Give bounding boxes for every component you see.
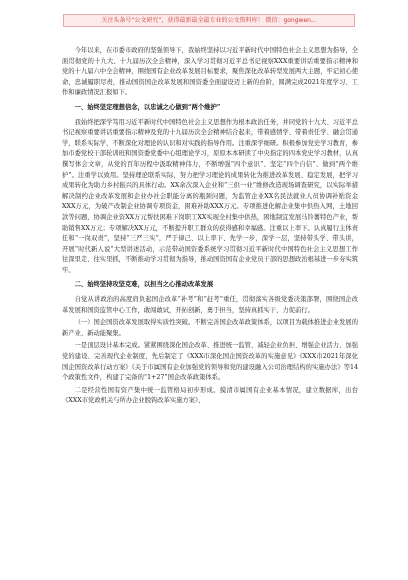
intro-paragraph: 今年以来，在市委市政府的坚强领导下，我始终坚持以习近平新时代中国特色社会主义思想为指导，全面贯彻党的十九大、十九届历次全会精神，深入学习贯彻习近平总书记视察XXX重要讲话重要指示精神和党的十九届六中全会精神，围绕国有企业改革发展目标要求，聚焦深化改革转型发展两大主题，牢记初心使命，忠诚履职尽责，推动国资国企改革发展和国资委全面建设迈上新的台阶，圆满完成2021年度学习、工作和廉政情况汇报如下。 xyxy=(62,47,358,97)
section-2-intro-paragraph: 自觉从讲政治的高度肩负起国企改革“补考”和“赶考”重任，贯彻落实各级党委决策部署，围绕国企改革发展和国资监管中心工作，敢闯敢试，开拓创新，勇于担当，坚持真抓实干，力促前行。 xyxy=(62,296,358,314)
section-heading-2: 二、始终坚持攻坚克难，以担当之心推动改革发展 xyxy=(74,281,214,289)
section-heading-1: 一、始终坚定理想信念，以忠诚之心做到“两个维护” xyxy=(74,103,221,111)
section-1-paragraph: 我始终把深学笃用习近平新时代中国特色社会主义思想作为根本政治任务，并同党的十九大、习近平总书记视察重要讲话重要指示精神及党的十九届历次全会精神结合起来，带着感情学、带着责任学、融会贯通学，联系实际学，不断深化对理论的认识和对实践的指导作用。注重深学细研。积极参加党史学习教育，参加市委党校干部轮训班和国资委党委中心组理论学习，原原本本研读了中央指定的四本党史学习教材，认真撰写体会文章，从党的百年历程中汲取精神伟力，不断增强“四个意识”、坚定“四个自信”、做到“两个维护”。注重学以致用。坚持理论联系实际，努力把学习理论的成果转化为推进改革发展、稳定发展，把学习成果转化为助力乡村振兴的具体行动。XX余次深入企业和“三供一业”维修改造现场调查研究，以实际举措解决制约企业改革发展和企业办社会职能分离的瓶颈问题，为监管企业XX名民法就业人员协调补贴资金XXX万元，为破产改制企业协调专项资金，困难补助XXX万元。专项推进化解企业集中供热入网，土地回款等问题，协调企业资XX万元帮扶困难下岗职工XX实现全村集中供热，困地制宜发展马铃薯特色产业，帮助销售XX万元；专项解决XX万元，不断提升职工群众的获得感和幸福感。注重以上率下。认真履行主体责任和“一岗双责”，坚持“三严三实”，严于律己、以上率下、先学一步，深学一层，坚持带头学、带头讲，开展“时代新人说”大型讲述活动，示范带动国资委系统学习贯彻习近平新时代中国特色社会主义思想工作往深里走、往实里抓，不断推动学习贯彻为指导，推动国资国有企业党员干部的思想政治根基进一步夯实筑牢。 xyxy=(62,118,358,274)
header-banner[interactable]: 关注头条号“公文研究”，获得最新最全最专业的公文资料库！ 微信：gongwen... xyxy=(63,14,355,27)
point-1-paragraph: 一是顶层设计基本完成。紧紧围绕深化国企改革、推进统一监管、减轻企业负担、增强企业活力、加强党的建设、完善现代企业制度，先后制定了《XXX市深化国企国资改革的实施意见》《XXX市2021年深化国企国资改革行动方案》《关于市属国有企业加强党的领导和党的建设融入公司治理结构的实施办法》等14个政策性文件，构建了完备的“1+27”国企改革政策体系。 xyxy=(62,342,358,382)
subsection-1-paragraph: （一）国企国资改革发展取得实质性突破。不断完善国企改革政策体系，以项目为载体推进企业发展的新产业、新动能聚集。 xyxy=(62,319,358,337)
point-2-paragraph: 二是经营性国有资产集中统一监管格局初步形成。摸清市属国有企业基本情况，建立数据库，出台《XXX市党政机关与所办企业脱钩改革实施方案》， xyxy=(62,386,358,405)
document-body xyxy=(62,46,358,409)
